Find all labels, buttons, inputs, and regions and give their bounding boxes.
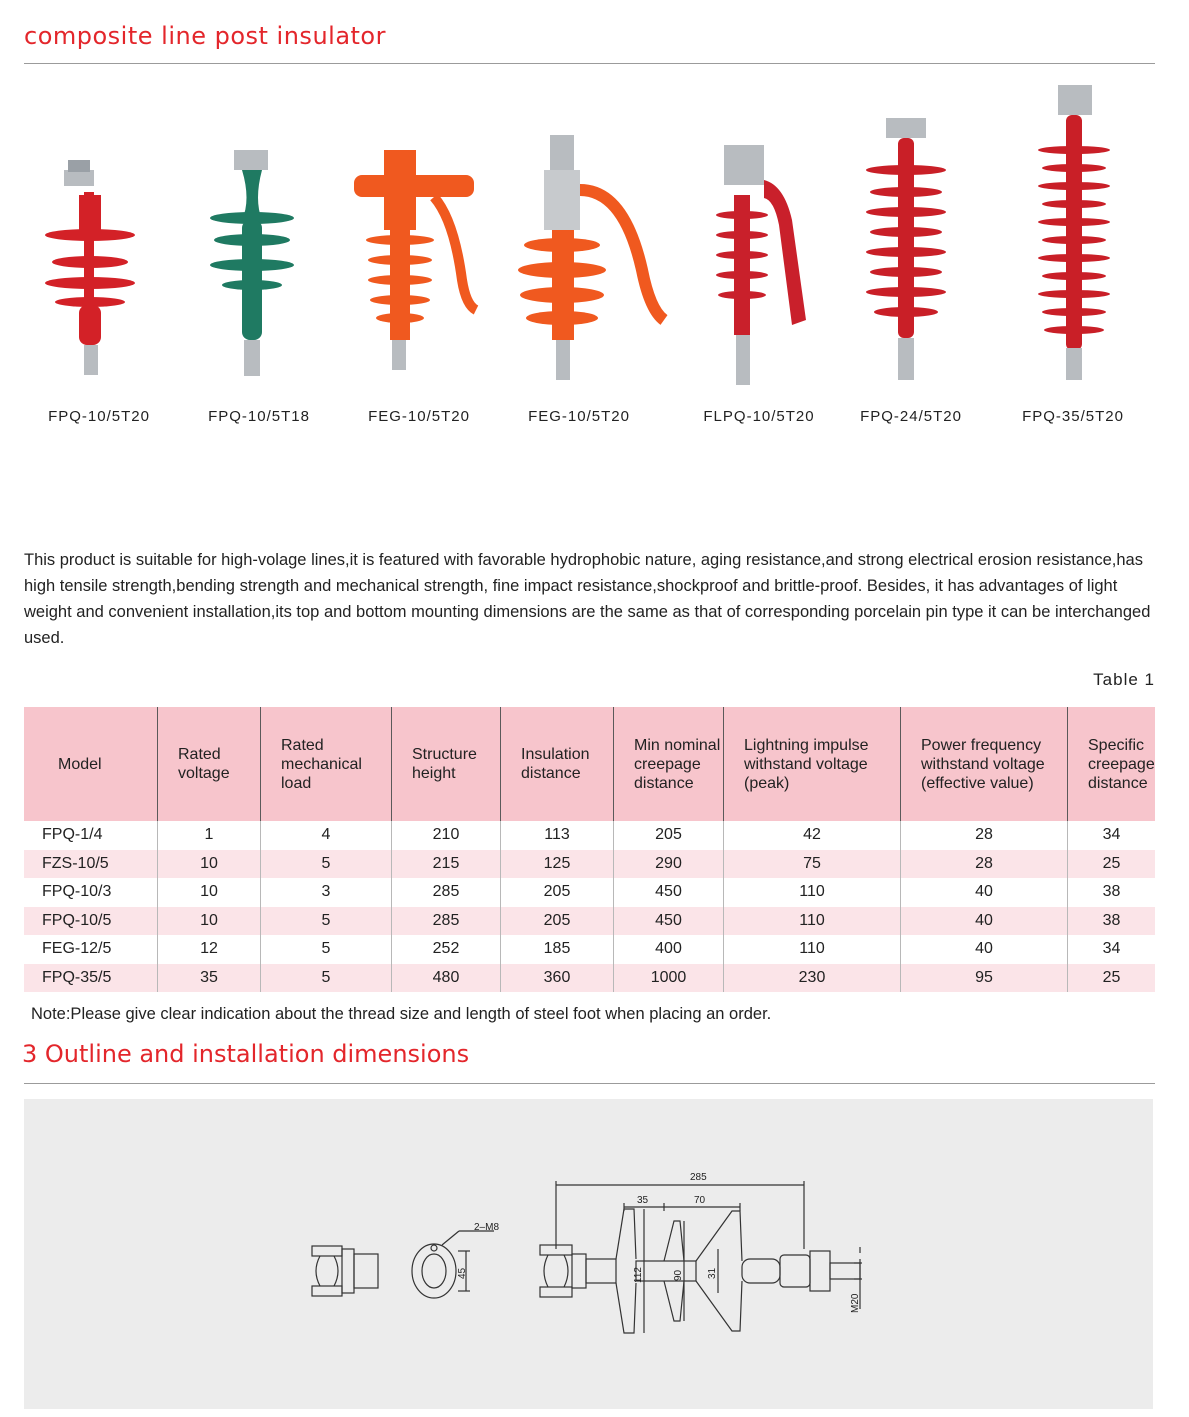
cell-value: 5 bbox=[261, 935, 392, 964]
product-gallery bbox=[24, 80, 1155, 440]
cell-value: 12 bbox=[158, 935, 261, 964]
product-description: This product is suitable for high-volage lines,it is featured with favorable hydrophobic nature, aging resistance,and strong electrical erosion resistance,has high tensile strength,bending strength and mechanical strength, fine impact resistance,shockproof and brittle-proof. Besides, it has advantages of light weight and convenient installation,its top and bottom mounting dimensions are the same as that of corresponding porcelain pin type it can be interchanged used. bbox=[24, 551, 1151, 647]
cell-model: FPQ-10/5 bbox=[24, 907, 158, 936]
cell-value: 38 bbox=[1068, 907, 1156, 936]
clamp-top-view bbox=[412, 1231, 494, 1298]
page-title: composite line post insulator bbox=[24, 22, 386, 50]
dim-90: 90 bbox=[673, 1269, 684, 1281]
table-row bbox=[24, 850, 1155, 879]
cell-value: 110 bbox=[724, 878, 901, 907]
cell-value: 34 bbox=[1068, 935, 1156, 964]
dim-thread-holes: 2–M8 bbox=[474, 1222, 500, 1233]
cell-value: 205 bbox=[501, 878, 614, 907]
clamp-side-view bbox=[312, 1246, 378, 1296]
header-mechanical-load: Rated mechanical load bbox=[261, 707, 392, 821]
cell-value: 42 bbox=[724, 821, 901, 850]
outline-drawing bbox=[24, 1099, 1153, 1409]
product-feg-10-5t20-b bbox=[504, 80, 654, 440]
cell-value: 40 bbox=[901, 935, 1068, 964]
table-row bbox=[24, 907, 1155, 936]
insulator-photo bbox=[998, 80, 1148, 400]
cell-value: 25 bbox=[1068, 964, 1156, 993]
cell-value: 450 bbox=[614, 907, 724, 936]
product-caption: FPQ-10/5T20 bbox=[48, 408, 150, 425]
cell-value: 252 bbox=[392, 935, 501, 964]
product-feg-10-5t20-a bbox=[344, 80, 494, 440]
cell-value: 34 bbox=[1068, 821, 1156, 850]
dim-31: 31 bbox=[707, 1267, 718, 1279]
table-row bbox=[24, 964, 1155, 993]
insulator-photo bbox=[504, 80, 674, 400]
product-fpq-24-5t20 bbox=[836, 80, 986, 440]
order-note: Note:Please give clear indication about the thread size and length of steel foot when placing an order. bbox=[31, 1005, 772, 1023]
cell-model: FEG-12/5 bbox=[42, 940, 112, 958]
cell-value: 480 bbox=[392, 964, 501, 993]
cell-value: 38 bbox=[1068, 878, 1156, 907]
cell-value: 285 bbox=[392, 907, 501, 936]
table-row bbox=[24, 878, 1155, 907]
cell-value: 95 bbox=[901, 964, 1068, 993]
cell-value: 215 bbox=[392, 850, 501, 879]
cell-value: 3 bbox=[261, 878, 392, 907]
product-fpq-10-5t18 bbox=[184, 80, 334, 440]
cell-value: 5 bbox=[261, 964, 392, 993]
cell-value: 10 bbox=[158, 850, 261, 879]
cell-value: 1000 bbox=[614, 964, 724, 993]
dim-70: 70 bbox=[694, 1195, 706, 1206]
insulator-photo bbox=[836, 80, 986, 400]
insulator-photo bbox=[684, 80, 834, 400]
insulator-photo bbox=[344, 80, 504, 400]
header-model: Model bbox=[24, 707, 158, 821]
dim-35: 35 bbox=[637, 1195, 649, 1206]
spec-table bbox=[24, 707, 1155, 992]
table-label: Table 1 bbox=[1093, 670, 1155, 689]
cell-value: 205 bbox=[501, 907, 614, 936]
product-flpq-10-5t20 bbox=[684, 80, 834, 440]
header-rated-voltage: Rated voltage bbox=[158, 707, 261, 821]
dim-m20: M20 bbox=[850, 1293, 861, 1313]
cell-value: 360 bbox=[501, 964, 614, 993]
dim-overall-285: 285 bbox=[690, 1172, 707, 1183]
cell-value: 75 bbox=[724, 850, 901, 879]
dimension-drawing bbox=[24, 1099, 1153, 1409]
header-insulation-distance: Insulation distance bbox=[501, 707, 614, 821]
cell-value: 125 bbox=[501, 850, 614, 879]
cell-model: FZS-10/5 bbox=[24, 850, 158, 879]
cell-model: FPQ-35/5 bbox=[24, 964, 158, 993]
cell-value: 230 bbox=[724, 964, 901, 993]
header-lightning-impulse: Lightning impulse withstand voltage (peak) bbox=[724, 707, 901, 821]
product-caption: FPQ-24/5T20 bbox=[860, 408, 962, 425]
cell-value: 285 bbox=[392, 878, 501, 907]
cell-value: 110 bbox=[724, 907, 901, 936]
cell-value: 5 bbox=[261, 850, 392, 879]
cell-value: 10 bbox=[158, 878, 261, 907]
title-divider bbox=[24, 63, 1155, 64]
cell-value: 40 bbox=[901, 907, 1068, 936]
cell-model: FPQ-10/3 bbox=[42, 883, 112, 901]
cell-value: 35 bbox=[158, 964, 261, 993]
cell-value: 210 bbox=[392, 821, 501, 850]
product-caption: FLPQ-10/5T20 bbox=[703, 408, 815, 425]
product-fpq-10-5t20-a bbox=[24, 80, 174, 440]
cell-value: 1 bbox=[158, 821, 261, 850]
dim-45: 45 bbox=[457, 1267, 468, 1279]
cell-value: 185 bbox=[501, 935, 614, 964]
product-caption: FPQ-35/5T20 bbox=[1022, 408, 1124, 425]
section-title: 3 Outline and installation dimensions bbox=[22, 1040, 470, 1068]
product-caption: FEG-10/5T20 bbox=[368, 408, 470, 425]
cell-value: 5 bbox=[261, 907, 392, 936]
header-specific-creepage: Specific creepage distance bbox=[1068, 707, 1156, 821]
dim-112: 112 bbox=[633, 1267, 644, 1283]
cell-value: 110 bbox=[724, 935, 901, 964]
table-row bbox=[24, 821, 1155, 850]
cell-value: 40 bbox=[901, 878, 1068, 907]
table-header-row bbox=[24, 707, 1155, 821]
cell-value: 205 bbox=[614, 821, 724, 850]
cell-value: 25 bbox=[1068, 850, 1156, 879]
header-creepage-distance: Min nominal creepage distance bbox=[614, 707, 724, 821]
section-divider bbox=[24, 1083, 1155, 1084]
cell-value: 28 bbox=[901, 850, 1068, 879]
product-caption: FEG-10/5T20 bbox=[528, 408, 630, 425]
header-power-frequency: Power frequency withstand voltage (effective value) bbox=[901, 707, 1068, 821]
table-row bbox=[24, 935, 1155, 964]
cell-value: 10 bbox=[158, 907, 261, 936]
insulator-photo bbox=[24, 80, 174, 400]
cell-value: 113 bbox=[501, 821, 614, 850]
cell-value: 4 bbox=[261, 821, 392, 850]
cell-value: 290 bbox=[614, 850, 724, 879]
cell-value: 400 bbox=[614, 935, 724, 964]
product-fpq-35-5t20 bbox=[998, 80, 1148, 440]
cell-model: FPQ-1/4 bbox=[42, 826, 103, 844]
product-caption: FPQ-10/5T18 bbox=[208, 408, 310, 425]
cell-value: 450 bbox=[614, 878, 724, 907]
header-structure-height: Structure height bbox=[392, 707, 501, 821]
cell-value: 28 bbox=[901, 821, 1068, 850]
insulator-photo bbox=[184, 80, 334, 400]
